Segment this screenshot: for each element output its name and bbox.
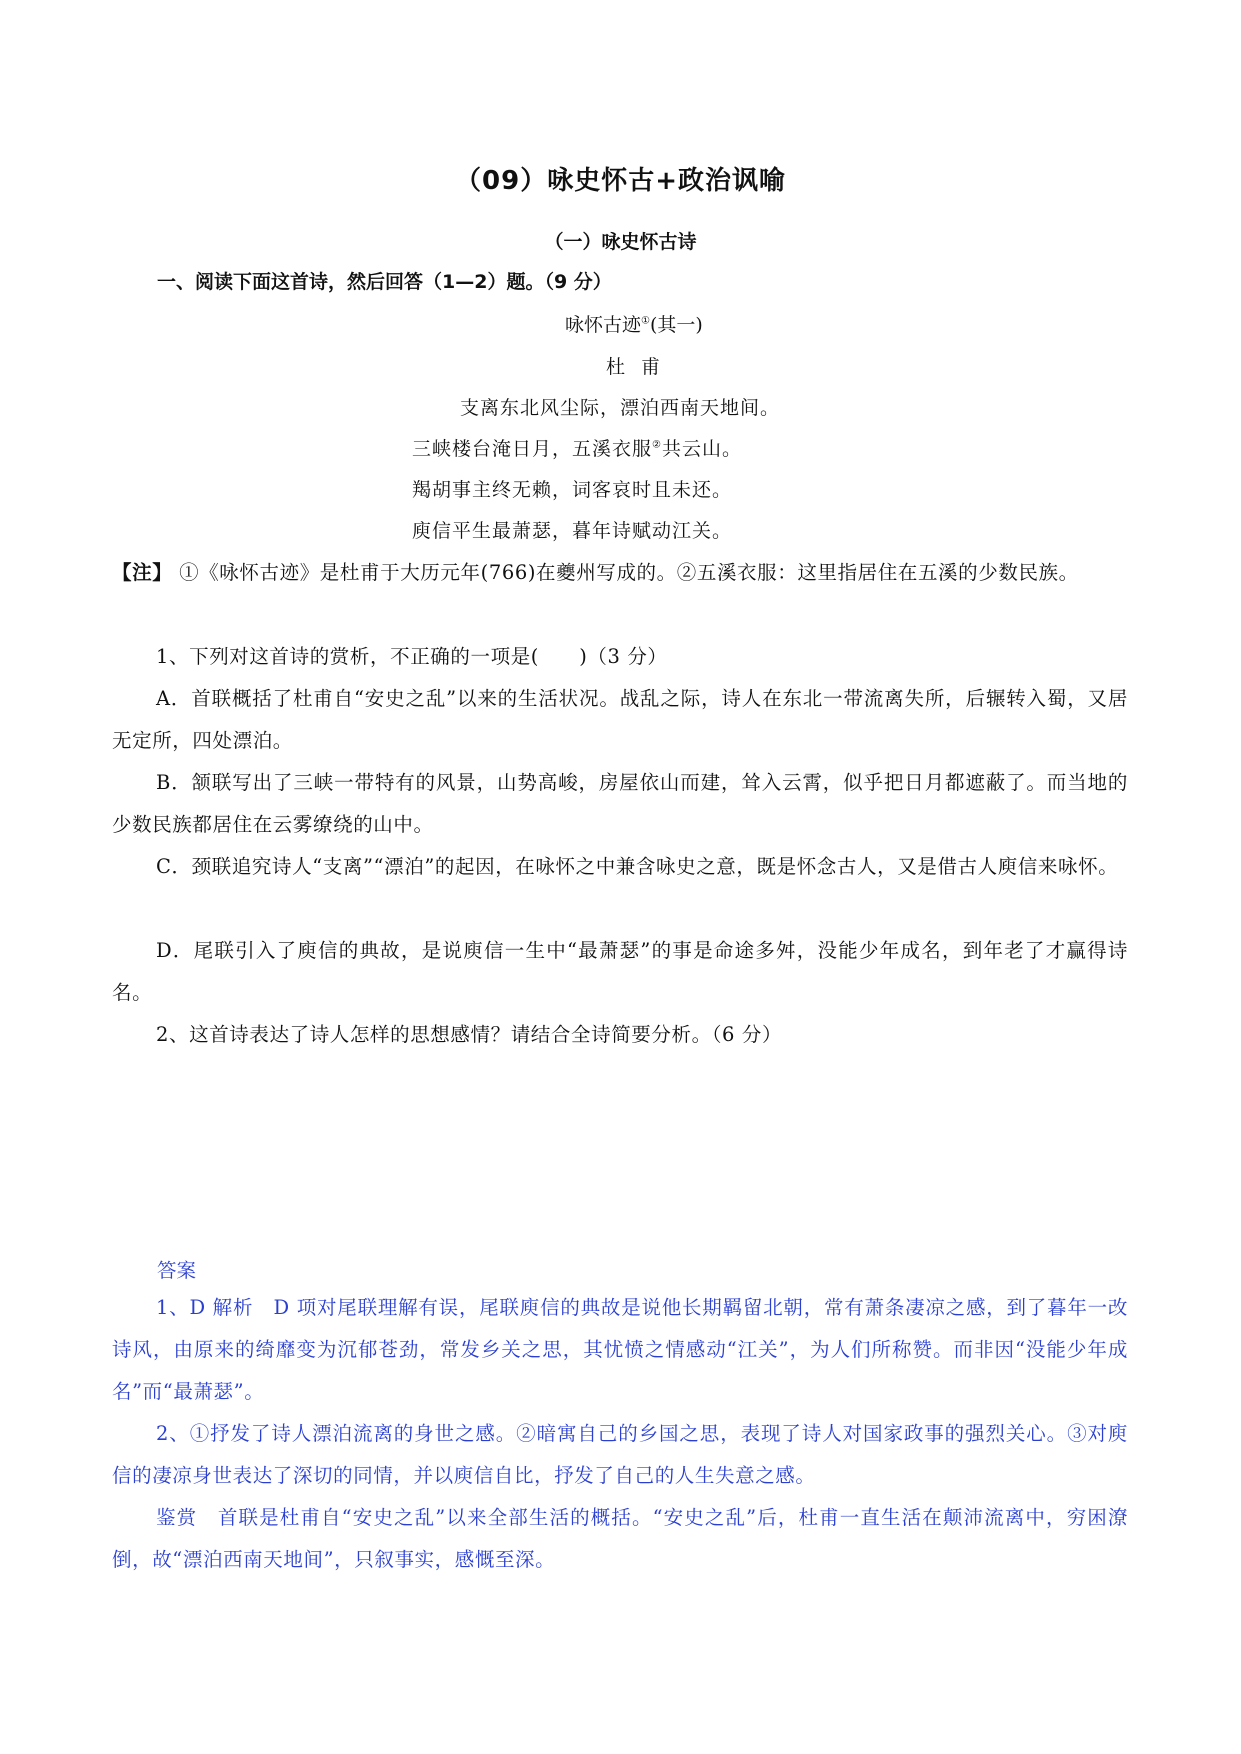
question-2: 2、这首诗表达了诗人怎样的思想感情？请结合全诗简要分析。（6 分） bbox=[156, 1023, 783, 1046]
poem-author: 杜甫 bbox=[606, 356, 677, 378]
question-heading: 一、阅读下面这首诗，然后回答（1—2）题。（9 分） bbox=[157, 271, 612, 293]
question-1: 1、下列对这首诗的赏析，不正确的一项是( )（3 分） bbox=[156, 645, 668, 668]
poem-line-2: 三峡楼台淹日月，五溪衣服②共云山。 bbox=[412, 438, 742, 460]
option-a: A．首联概括了杜甫自“安史之乱”以来的生活状况。战乱之际，诗人在东北一带流离失所，后辗转入蜀，又居无定所，四处漂泊。 bbox=[112, 687, 1128, 752]
option-b: B．颔联写出了三峡一带特有的风景，山势高峻，房屋依山而建，耸入云霄，似乎把日月都遮蔽了。而当地的少数民族都居住在云雾缭绕的山中。 bbox=[112, 771, 1128, 836]
footnote-mark: ② bbox=[652, 439, 662, 451]
poem-line-1: 支离东北风尘际，漂泊西南天地间。 bbox=[460, 397, 781, 419]
answer-appreciation: 鉴赏 首联是杜甫自“安史之乱”以来全部生活的概括。“安史之乱”后，杜甫一直生活在颠沛流离中，穷困潦倒，故“漂泊西南天地间”，只叙事实，感慨至深。 bbox=[112, 1506, 1128, 1571]
answer-2: 2、①抒发了诗人漂泊流离的身世之感。②暗寓自己的乡国之思，表现了诗人对国家政事的强烈关心。③对庾信的凄凉身世表达了深切的同情，并以庾信自比，抒发了自己的人生失意之感。 bbox=[112, 1422, 1128, 1487]
section-subtitle: （一）咏史怀古诗 bbox=[544, 231, 697, 253]
option-d: D．尾联引入了庾信的典故，是说庾信一生中“最萧瑟”的事是命途多舛，没能少年成名，到年老了才赢得诗名。 bbox=[112, 939, 1128, 1004]
option-c: C．颈联追究诗人“支离”“漂泊”的起因，在咏怀之中兼含咏史之意，既是怀念古人，又是借古人庾信来咏怀。 bbox=[156, 855, 1119, 878]
page-title: （09）咏史怀古+政治讽喻 bbox=[455, 166, 786, 196]
poem-line-3: 羯胡事主终无赖，词客哀时且未还。 bbox=[412, 479, 733, 501]
poem-line-4: 庾信平生最萧瑟，暮年诗赋动江关。 bbox=[412, 520, 733, 542]
footnote-mark: ① bbox=[641, 315, 650, 327]
poem-note: 【注】 ①《咏怀古迹》是杜甫于大历元年(766)在夔州写成的。②五溪衣服：这里指居住在五溪的少数民族。 bbox=[112, 561, 1079, 584]
poem-title: 咏怀古迹①(其一) bbox=[565, 314, 703, 336]
answer-1: 1、D 解析 D 项对尾联理解有误，尾联庾信的典故是说他长期羁留北朝，常有萧条凄凉之感，到了暮年一改诗风，由原来的绮靡变为沉郁苍劲，常发乡关之思，其忧愤之情感动“江关”，为人们所称赞。而非因“没能少年成名”而“最萧瑟”。 bbox=[112, 1296, 1128, 1403]
answer-label: 答案 bbox=[157, 1259, 197, 1282]
